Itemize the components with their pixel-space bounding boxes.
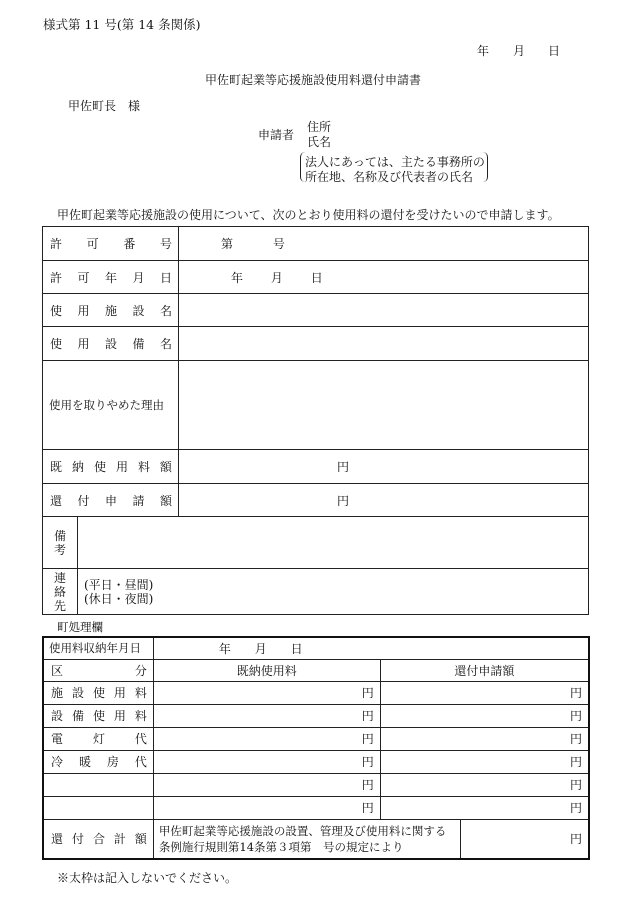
fee-row-label: 冷 暖 房 代 [51, 755, 147, 769]
contact-field[interactable] [78, 569, 589, 615]
fee-row-label-cell [43, 750, 153, 773]
category-char-1: 区 [51, 663, 64, 678]
paid-fee-field[interactable] [179, 450, 589, 484]
paid-fee-row [43, 450, 589, 484]
permit-number-go: 号 [272, 237, 285, 251]
receipt-date-day: 日 [290, 641, 303, 656]
refund-request-row [43, 484, 589, 517]
fee-row-5 [43, 773, 589, 796]
regulation-line1: 甲佐町起業等応援施設の設置、管理及び使用料に関する [158, 823, 447, 838]
fee-row-refund: 円 [380, 773, 589, 796]
paid-fee-label-cell [43, 450, 179, 484]
regulation-line2: 条例施行規則第14条第３項第 号の規定により [158, 839, 404, 854]
contact-label-cell [43, 569, 78, 615]
total-label-cell [43, 819, 153, 859]
fee-row-6 [43, 796, 589, 819]
town-processing-table [42, 636, 590, 860]
applicant-label: 申請者 [258, 128, 295, 142]
receipt-date-year: 年 [218, 641, 231, 656]
refund-request-field[interactable] [179, 484, 589, 517]
permit-date-label: 許 可 年 月 日 [50, 270, 172, 285]
receipt-date-month: 月 [254, 641, 267, 656]
permit-date-day: 日 [310, 270, 323, 285]
fee-row-3 [43, 727, 589, 750]
remarks-label-cell [43, 517, 78, 569]
permit-date-field[interactable] [179, 261, 589, 294]
fee-row-paid: 円 [153, 681, 380, 704]
facility-name-label-cell [43, 294, 179, 327]
permit-date-year: 年 [231, 270, 244, 285]
fee-row-label-cell [43, 796, 153, 819]
fee-row-paid: 円 [153, 796, 380, 819]
remarks-field[interactable] [78, 517, 589, 569]
fee-row-refund: 円 [380, 727, 589, 750]
equipment-name-row [43, 327, 589, 361]
equipment-name-label-cell [43, 327, 179, 361]
fee-row-label-cell [43, 773, 153, 796]
cancel-reason-row [43, 361, 589, 450]
paid-fee-label: 既 納 使 用 料 額 [50, 460, 172, 474]
receipt-date-label: 使用料収納年月日 [43, 637, 153, 659]
fee-row-paid: 円 [153, 727, 380, 750]
category-char-2: 分 [134, 663, 147, 678]
category-header-cell [43, 659, 153, 681]
fee-row-refund: 円 [380, 796, 589, 819]
fee-row-4 [43, 750, 589, 773]
date-year-label: 年 [477, 44, 490, 58]
address-label: 住所 [307, 120, 332, 134]
contact-label: 連 絡 先 [53, 570, 66, 613]
refund-header: 還付申請額 [380, 659, 589, 681]
total-row [43, 819, 589, 859]
footer-note: ※太枠は記入しないでください。 [57, 871, 238, 885]
permit-date-month: 月 [270, 270, 283, 285]
contact-row [43, 569, 589, 615]
remarks-label: 備 考 [53, 528, 66, 557]
fee-row-refund: 円 [380, 681, 589, 704]
regulation-text [153, 819, 460, 859]
fee-row-refund: 円 [380, 750, 589, 773]
corporate-note-line1: 法人にあっては、主たる事務所の [305, 155, 485, 169]
permit-number-field[interactable] [179, 227, 589, 261]
permit-date-row [43, 261, 589, 294]
receipt-date-row [43, 637, 589, 659]
receipt-date-field [153, 637, 589, 659]
fee-row-label: 電 灯 代 [51, 732, 147, 746]
fee-row-label-cell [43, 704, 153, 727]
contact-night: (休日・夜間) [84, 591, 154, 606]
fee-row-label: 施 設 使 用 料 [51, 686, 147, 700]
fee-row-paid: 円 [153, 750, 380, 773]
contact-day: (平日・昼間) [84, 577, 154, 592]
application-table [42, 226, 589, 615]
permit-number-label: 許 可 番 号 [50, 237, 172, 251]
permit-number-row [43, 227, 589, 261]
date-month-label: 月 [513, 44, 526, 58]
fee-row-label-cell [43, 681, 153, 704]
town-section-title: 町処理欄 [57, 620, 103, 634]
paid-fee-yen: 円 [337, 460, 350, 474]
fee-row-paid: 円 [153, 704, 380, 727]
cancel-reason-label: 使用を取りやめた理由 [43, 361, 179, 450]
date-day-label: 日 [548, 44, 561, 58]
addressee: 甲佐町長 様 [68, 99, 141, 113]
permit-number-dai: 第 [221, 237, 234, 251]
equipment-name-label: 使 用 設 備 名 [50, 337, 172, 351]
remarks-row [43, 517, 589, 569]
fee-row-refund: 円 [380, 704, 589, 727]
refund-request-label-cell [43, 484, 179, 517]
total-refund: 円 [460, 819, 589, 859]
name-label: 氏名 [307, 135, 332, 149]
total-label: 還 付 合 計 額 [51, 832, 147, 847]
document-title: 甲佐町起業等応援施設使用料還付申請書 [205, 73, 422, 87]
fee-row-paid: 円 [153, 773, 380, 796]
paid-header: 既納使用料 [153, 659, 380, 681]
fee-row-label-cell [43, 727, 153, 750]
refund-request-label: 還 付 申 請 額 [50, 493, 172, 508]
corporate-note-line2: 所在地、名称及び代表者の氏名 [305, 170, 474, 184]
fee-row-2 [43, 704, 589, 727]
form-number: 様式第 11 号(第 14 条関係) [43, 17, 201, 32]
facility-name-label: 使 用 施 設 名 [50, 303, 172, 318]
permit-date-label-cell [43, 261, 179, 294]
refund-request-yen: 円 [337, 493, 350, 508]
fee-row-label: 設 備 使 用 料 [51, 709, 147, 723]
facility-name-row [43, 294, 589, 327]
facility-name-field[interactable] [179, 294, 589, 327]
cancel-reason-field[interactable] [179, 361, 589, 450]
permit-number-label-cell [43, 227, 179, 261]
town-header-row [43, 659, 589, 681]
intro-text: 甲佐町起業等応援施設の使用について、次のとおり使用料の還付を受けたいので申請します。 [57, 208, 560, 222]
fee-row-1 [43, 681, 589, 704]
equipment-name-field[interactable] [179, 327, 589, 361]
category-header [44, 662, 153, 679]
